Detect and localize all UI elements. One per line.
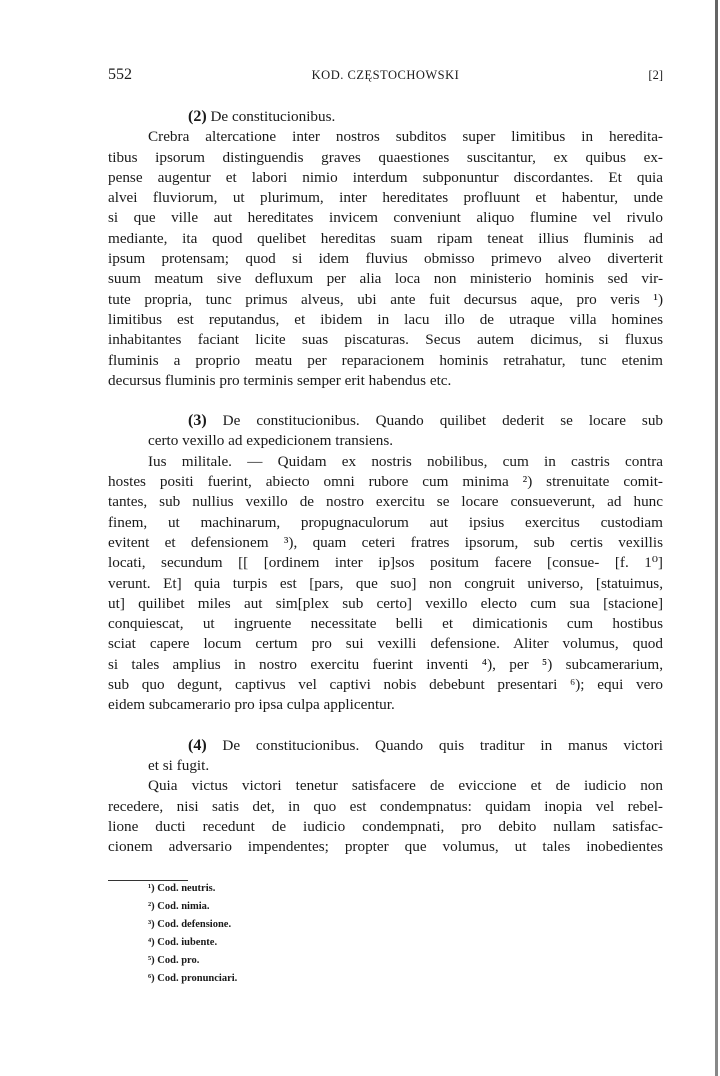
section-ref: [2] xyxy=(648,68,663,82)
text-line: mediante, ita quod quelibet hereditas suam ripam teneat illius fluminis ad xyxy=(108,229,663,247)
section-heading-cont: certo vexillo ad expedicionem transiens. xyxy=(148,432,394,450)
text-line: lione ducti recedunt de iudicio condempnati, pro debito nullam satisfac- xyxy=(108,817,663,835)
text-line: suum meatum sive defluxum per alia loca non ministerio hominis sed vir- xyxy=(108,270,663,288)
text-line: conquiescat, ut ingruente necessitate belli et dimicationis cum hostibus xyxy=(108,615,663,633)
footnote: ¹) Cod. neutris. xyxy=(148,883,216,894)
section-number: (3) xyxy=(188,412,207,430)
text-line: eidem subcamerario pro ipsa culpa applicentur. xyxy=(108,696,395,714)
text-line: ipsum protensam; quod si idem fluvius obmisso primevo alveo diverterit xyxy=(108,250,663,268)
section-heading xyxy=(108,736,663,756)
footnotes xyxy=(148,880,237,988)
section-heading-cont: et si fugit. xyxy=(148,756,210,774)
footnote: ⁶) Cod. pronunciari. xyxy=(148,973,238,984)
text-line: evitent et defensionem ³), quam ceteri fratres ipsorum, sub certis vexillis xyxy=(108,533,663,551)
text-line: hostes positi fuerint, abiecto omni rubore cum minima ²) strenuitate comit- xyxy=(108,473,663,491)
section-heading xyxy=(108,411,663,431)
footnote: ³) Cod. defensione. xyxy=(148,919,232,930)
text-line: Crebra altercatione inter nostros subditos super limitibus in heredita- xyxy=(148,128,663,146)
text-line: Quia victus victori tenetur satisfacere de eviccione et de iudicio non xyxy=(148,777,663,795)
body-text xyxy=(108,107,663,857)
section-heading-text: De constitucionibus. Quando quilibet dederit se locare sub xyxy=(222,412,663,430)
section-heading-text: De constitucionibus. xyxy=(210,108,336,125)
text-line: verunt. Et] quia turpis est [pars, que suo] non congruit universo, [statuimus, xyxy=(108,574,663,592)
text-line: pense augentur et labori nimio interdum subponuntur discordantes. Et quia xyxy=(108,168,663,186)
text-line: sciat capere locum certum pro sui vexilli defensione. Aliter volumus, quod xyxy=(108,635,663,653)
text-line: ut] quilibet miles aut sim[plex sub certo] vexillo electo cum sua [stacione] xyxy=(108,594,663,612)
text-line: si tales amplius in nostro exercitu fuerint inventi ⁴), per ⁵) subcamerarium, xyxy=(108,655,663,673)
text-line: alvei fluviorum, ut plurimum, inter hereditates profluunt et habentur, unde xyxy=(108,189,663,207)
footnote: ⁴) Cod. iubente. xyxy=(148,937,218,948)
text-line: tibus ipsorum distinguendis graves quaestiones suscitantur, ex quibus ex- xyxy=(108,148,663,166)
section-number: (4) xyxy=(188,736,207,754)
text-line: limitibus est reputandus, et ibidem in lacu illo de utraque villa homines xyxy=(108,310,663,328)
footnote: ²) Cod. nimia. xyxy=(148,901,210,912)
page-header xyxy=(108,66,663,88)
footnote: ⁵) Cod. pro. xyxy=(148,955,200,966)
text-line: decursus fluminis pro terminis semper erit habendus etc. xyxy=(108,371,452,389)
text-line: inhabitantes faciant licite suas piscaturas. Secus autem dicimus, si fluxus xyxy=(108,331,663,349)
text-line: finem, ut machinarum, propugnaculorum aut ipsius exercitus custodiam xyxy=(108,513,663,531)
text-line: si que ville aut hereditates invicem conveniunt aliquo flumine vel rivulo xyxy=(108,209,663,227)
text-line: sub quo degunt, captivus vel captivi nobis debebunt presentari ⁶); equi vero xyxy=(108,676,663,694)
section-heading xyxy=(108,107,663,127)
section-number: (2) xyxy=(188,108,207,125)
text-line: cionem adversario impendentes; propter que volumus, ut tales inobedientes xyxy=(108,838,663,856)
text-line: tute propria, tunc primus alveus, ubi ante fuit decursus aque, pro veris ¹) xyxy=(108,290,663,308)
text-line: Ius militale. — Quidam ex nostris nobilibus, cum in castris contra xyxy=(148,452,663,470)
text-line: tantes, sub nullius vexillo de nostro exercitu se locare consueverunt, ad hunc xyxy=(108,493,663,511)
text-line: recedere, nisi satis det, in quo est condempnatus: quidam inopia vel rebel- xyxy=(108,797,663,815)
text-line: locati, secundum [[ [ordinem inter ip]sos positum facere [consue- [f. 1⁰] xyxy=(108,554,663,572)
section-heading-text: De constitucionibus. Quando quis traditur in manus victori xyxy=(222,736,663,754)
text-line: fluminis a proprio meatu per reparacionem hominis retrahatur, tunc etenim xyxy=(108,351,663,369)
running-title: KOD. CZĘSTOCHOWSKI xyxy=(311,68,460,82)
page-number: 552 xyxy=(108,66,132,83)
page-edge-shadow xyxy=(715,0,718,1076)
